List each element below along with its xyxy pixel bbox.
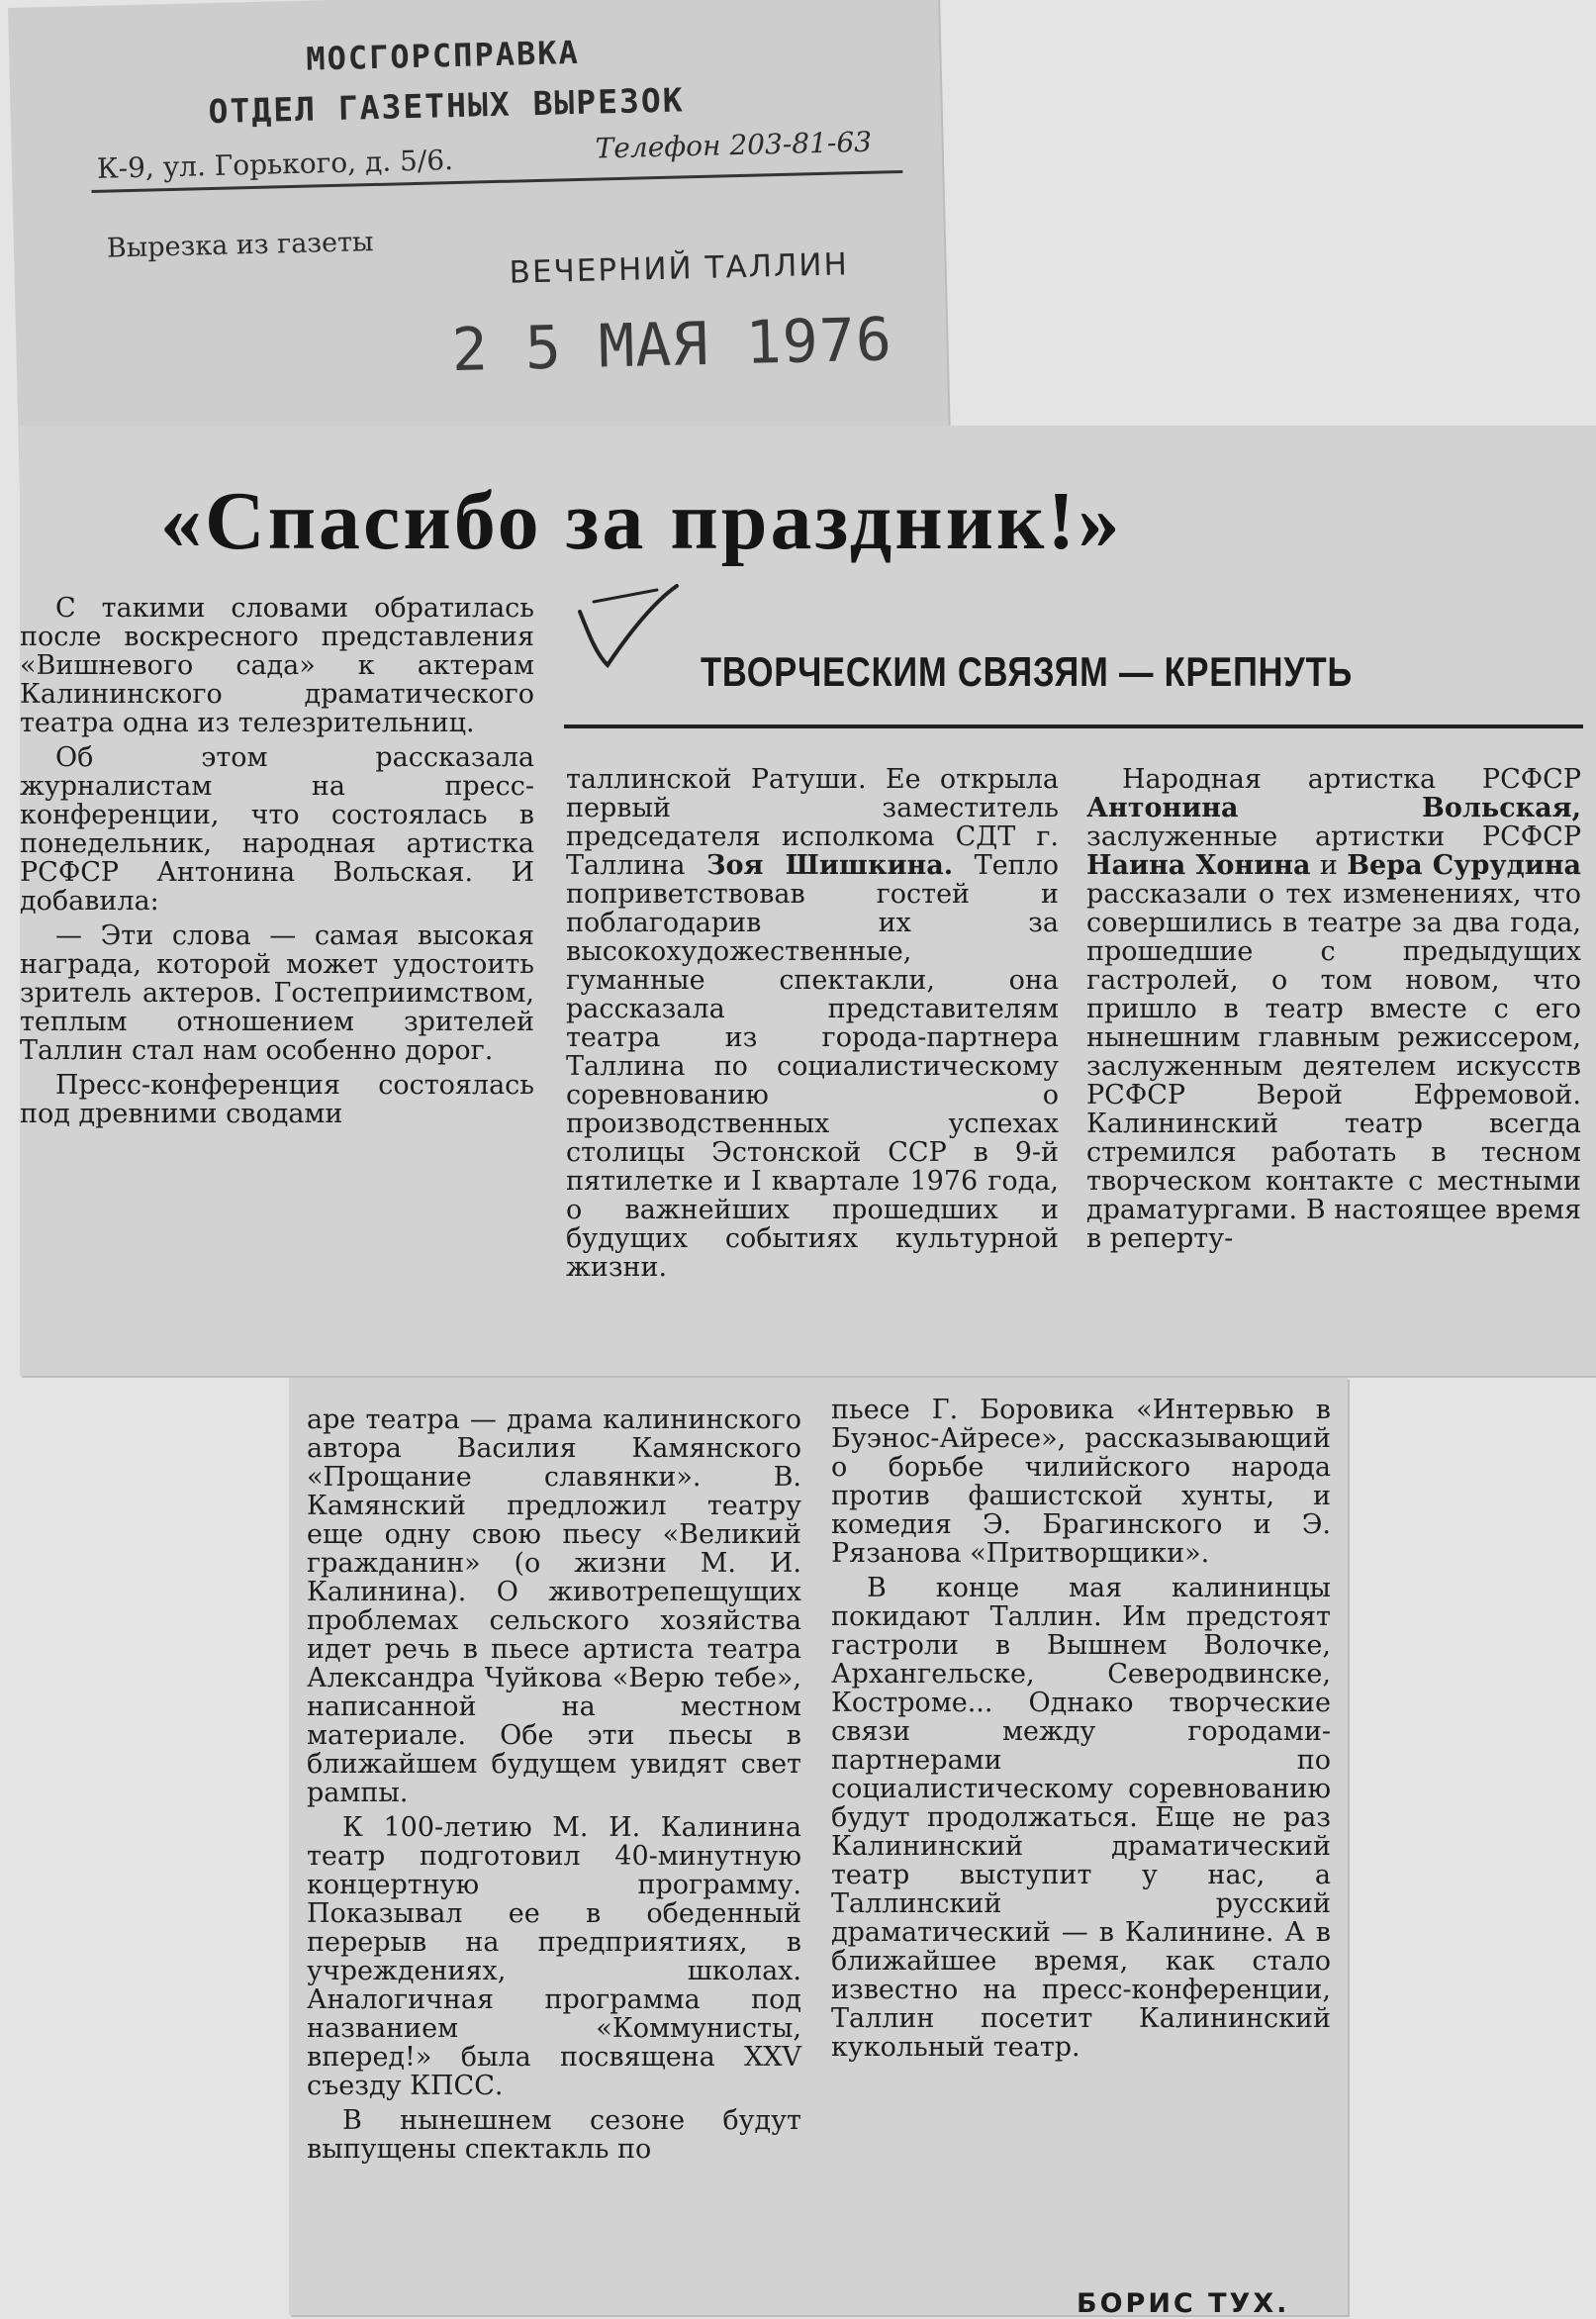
article-subheadline: ТВОРЧЕСКИМ СВЯЗЯМ — КРЕПНУТЬ xyxy=(701,648,1354,695)
article-column-5 xyxy=(831,1396,1331,2068)
date-stamp: 2 5 МАЯ 1976 xyxy=(450,305,893,386)
clip-label: Вырезка из газеты xyxy=(106,227,374,264)
paragraph: С такими словами обратилась после воскресного представления «Вишневого сада» к актерам Калининского драматического театра одна из телезрительниц. xyxy=(20,593,534,738)
bureau-address: К-9, ул. Горького, д. 5/6. xyxy=(96,144,454,185)
subheadline-rule xyxy=(564,725,1583,728)
article-column-1 xyxy=(20,594,534,1134)
checkmark-icon xyxy=(574,582,683,671)
newspaper-name: ВЕЧЕРНИЙ ТАЛЛИН xyxy=(509,246,850,291)
article-column-3 xyxy=(1086,765,1581,1259)
paragraph: Пресс-конференция состоялась под древними сводами xyxy=(20,1070,534,1129)
person-name: Вера Сурудина xyxy=(1347,850,1581,881)
bureau-phone: Телефон 203-81-63 xyxy=(595,125,873,165)
article-author: БОРИС ТУХ. xyxy=(1077,2288,1290,2319)
paragraph: аре театра — драма калининского автора Василия Камянского «Прощание славянки». В. Камянский предложил театру еще одну свою пьесу «Великий гражданин» (о жизни М. И. Калинина). О животрепещущих проблемах сельского хозяйства идет речь в пьесе артиста театра Александра Чуйкова «Верю тебе», написанной на местном материале. Обе эти пьесы в ближайшем будущем увидят свет рампы. xyxy=(307,1404,801,1808)
bureau-department: ОТДЕЛ ГАЗЕТНЫХ ВЫРЕЗОК xyxy=(208,80,686,132)
person-name: Антонина Вольская, xyxy=(1086,793,1581,823)
article-column-4 xyxy=(307,1405,801,2170)
article-column-2 xyxy=(566,765,1059,1288)
paragraph: В конце мая калининцы покидают Таллин. Им предстоят гастроли в Вышнем Волочке, Архангельске, Северодвинске, Костроме... Однако творческие связи между городами-партнерами по социалистическому соревнованию будут продолжаться. Еще не раз Калининский драматический театр выступит у нас, а Таллинский русский драматический — в Калинине. А в ближайшее время, как стало известно на пресс-конференции, Таллин посетит Калининский кукольный театр. xyxy=(831,1573,1331,2063)
bureau-name: МОСГОРСПРАВКА xyxy=(305,33,581,78)
paragraph: таллинской Ратуши. Ее открыла первый заместитель председателя исполкома СДТ г. Таллина Зоя Шишкина. Тепло поприветствовав гостей и поблагодарив их за высокохудожественные, гуманные спектакли, она рассказала представителям театра из города-партнера Таллина по социалистическому соревнованию о производственных успехах столицы Эстонской ССР в 9-й пятилетке и I квартале 1976 года, о важнейших прошедших и будущих событиях культурной жизни. xyxy=(566,764,1059,1283)
paragraph-quote: — Эти слова — самая высокая награда, которой может удостоить зритель актеров. Гостеприимством, теплым отношением зрителей Таллин стал нам особенно дорог. xyxy=(20,920,534,1066)
paragraph: В нынешнем сезоне будут выпущены спектакль по xyxy=(307,2105,801,2165)
paragraph: пьесе Г. Боровика «Интервью в Буэнос-Айресе», рассказывающий о борьбе чилийского народа против фашистской хунты, и комедия Э. Брагинского и Э. Рязанова «Притворщики». xyxy=(831,1395,1331,1569)
paragraph: К 100-летию М. И. Калинина театр подготовил 40-минутную концертную программу. Показывал ее в обеденный перерыв на предприятиях, в учреждениях, школах. Аналогичная программа под названием «Коммунисты, вперед!» была посвящена XXV съезду КПСС. xyxy=(307,1812,801,2101)
paragraph: Об этом рассказала журналистам на пресс-конференции, что состоялась в понедельник, народная артистка РСФСР Антонина Вольская. И добавила: xyxy=(20,742,534,917)
article-headline: «Спасибо за праздник!» xyxy=(160,475,1123,567)
person-name: Зоя Шишкина. xyxy=(705,850,954,881)
person-name: Наина Хонина xyxy=(1086,850,1311,881)
paragraph: Народная артистка РСФСР Антонина Вольская, заслуженные артистки РСФСР Наина Хонина и Вера Сурудина рассказали о тех изменениях, что совершились в театре за два года, прошедшие с предыдущих гастролей, о том новом, что пришло в театр вместе с его нынешним главным режиссером, заслуженным деятелем искусств РСФСР Верой Ефремовой. Калининский театр всегда стремился работать в тесном творческом контакте с местными драматургами. В настоящее время в реперту- xyxy=(1086,764,1581,1254)
